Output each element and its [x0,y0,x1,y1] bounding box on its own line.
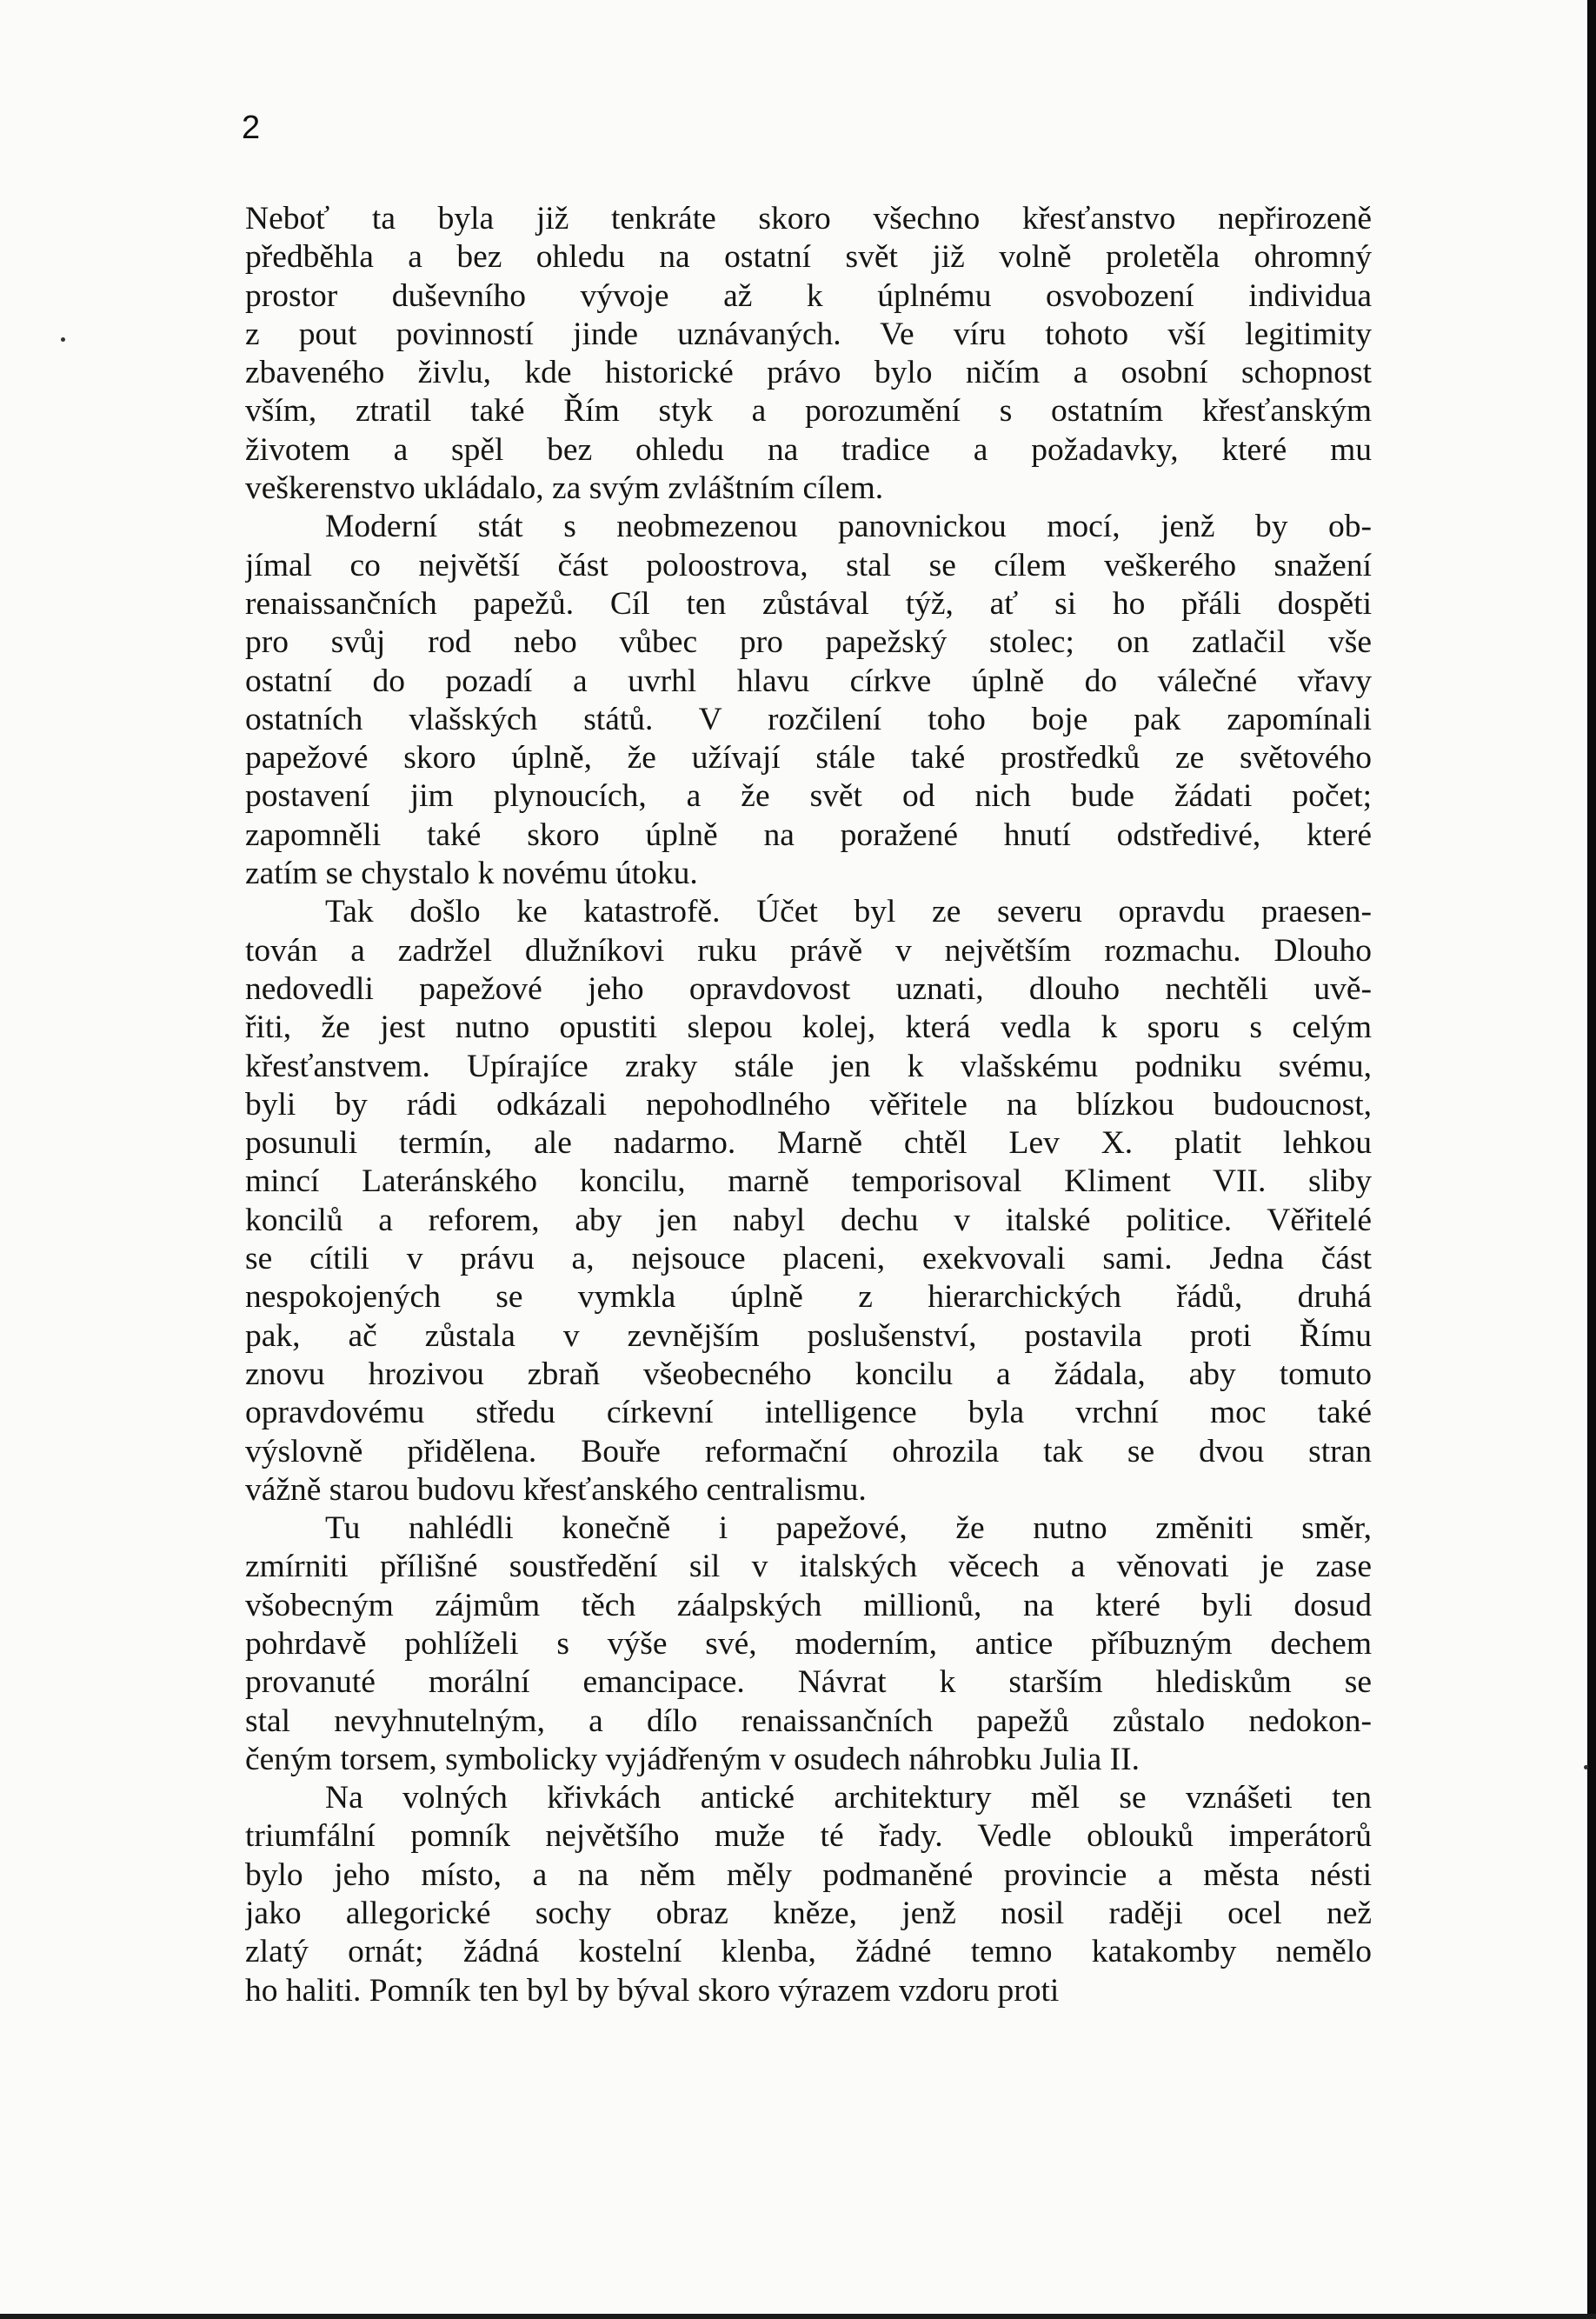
text-line: Moderní stát s neobmezenou panovnickou mocí, jenž by ob- [325,509,1372,545]
text-line: opravdovému středu církevní intelligence byla vrchní moc také [245,1395,1372,1431]
paragraph [245,1509,1372,1779]
text-line: Na volných křivkách antické architektury měl se vznášeti ten [325,1780,1372,1816]
text-line: pohrdavě pohlíželi s výše své, moderním, antice příbuzným dechem [245,1625,1372,1662]
text-line: Tak došlo ke katastrofě. Účet byl ze severu opravdu praesen- [325,894,1372,930]
text-line: bylo jeho místo, a na něm měly podmaněné provincie a města nésti [245,1856,1372,1893]
text-line: znovu hrozivou zbraň všeobecného koncilu a žádala, aby tomuto [245,1356,1372,1392]
text-line: jímal co největší část poloostrova, stal se cílem veškerého snažení [245,547,1372,583]
text-line: ostatní do pozadí a uvrhl hlavu církve úplně do válečné vřavy [245,663,1372,699]
text-line: mincí Lateránského koncilu, marně temporisoval Kliment VII. sliby [245,1163,1372,1200]
text-line: zbaveného živlu, kde historické právo bylo ničím a osobní schopnost [245,355,1372,391]
text-line: zmírniti přílišné soustředění sil v italských věcech a věnovati je zase [245,1549,1372,1585]
text-line: Neboť ta byla již tenkráte skoro všechno křesťanstvo nepřirozeně [245,201,1372,237]
text-line: se cítili v právu a, nejsouce placeni, exekvovali sami. Jedna část [245,1241,1372,1277]
text-line: vážně starou budovu křesťanského centralismu. [245,1471,867,1508]
text-line: pro svůj rod nebo vůbec pro papežský stolec; on zatlačil vše [245,624,1372,661]
text-line: předběhla a bez ohledu na ostatní svět již volně proletěla ohromný [245,239,1372,276]
text-line: provanuté morální emancipace. Návrat k starším hlediskům se [245,1664,1372,1701]
text-line: křesťanstvem. Upírajíce zraky stále jen k vlašskému podniku svému, [245,1048,1372,1084]
text-line: papežové skoro úplně, že užívají stále také prostředků ze světového [245,740,1372,776]
text-line: prostor duševního vývoje až k úplnému osvobození individua [245,277,1372,314]
text-line: koncilů a reforem, aby jen nabyl dechu v italské politice. Věřitelé [245,1202,1372,1238]
text-line: jako allegorické sochy obraz kněze, jenž nosil raději ocel než [245,1896,1372,1932]
text-line: stal nevyhnutelným, a dílo renaissančních papežů zůstalo nedokon- [245,1703,1372,1739]
scan-speck [61,337,65,342]
paragraph [245,200,1372,508]
text-line: renaissančních papežů. Cíl ten zůstával týž, ať si ho přáli dospěti [245,585,1372,622]
text-line: vším, ztratil také Řím styk a porozumění s ostatním křesťanským [245,393,1372,430]
text-line: ho haliti. Pomník ten byl by býval skoro výrazem vzdoru proti [245,1972,1060,2009]
text-line: posunuli termín, ale nadarmo. Marně chtěl Lev X. platit lehkou [245,1125,1372,1162]
text-line: veškerenstvo ukládalo, za svým zvláštním cílem. [245,470,884,507]
page-number: 2 [242,110,261,146]
text-line: byli by rádi odkázali nepohodlného věřitele na blízkou budoucnost, [245,1086,1372,1123]
text-line: tován a zadržel dlužníkovi ruku právě v největším rozmachu. Dlouho [245,932,1372,969]
text-line: nespokojených se vymkla úplně z hierarchických řádů, druhá [245,1279,1372,1316]
text-line: zatím se chystalo k novému útoku. [245,856,698,892]
text-line: Tu nahlédli konečně i papežové, že nutno změniti směr, [325,1510,1372,1547]
scan-speck [1584,1765,1588,1769]
text-line: výslovně přidělena. Bouře reformační ohrozila tak se dvou stran [245,1433,1372,1469]
text-line: životem a spěl bez ohledu na tradice a požadavky, které mu [245,431,1372,468]
text-line: řiti, že jest nutno opustiti slepou kolej, která vedla k sporu s celým [245,1010,1372,1046]
text-line: postavení jim plynoucích, a že svět od nich bude žádati počet; [245,778,1372,815]
text-line: zlatý ornát; žádná kostelní klenba, žádné temno katakomby nemělo [245,1934,1372,1970]
scan-edge-bottom [0,2314,1596,2319]
text-line: nedovedli papežové jeho opravdovost uznati, dlouho nechtěli uvě- [245,970,1372,1007]
text-line: zapomněli také skoro úplně na poražené hnutí odstředivé, které [245,816,1372,853]
body-text [245,200,1372,2010]
text-line: z pout povinností jinde uznávaných. Ve víru tohoto vší legitimity [245,316,1372,352]
paragraph [245,508,1372,893]
text-line: pak, ač zůstala v zevnějším poslušenství, postavila proti Římu [245,1317,1372,1354]
paragraph [245,1779,1372,2010]
text-line: všobecným zájmům těch záalpských millionů, na které byli dosud [245,1587,1372,1623]
paragraph [245,893,1372,1509]
text-line: triumfální pomník největšího muže té řady. Vedle oblouků imperátorů [245,1818,1372,1855]
text-line: čeným torsem, symbolicky vyjádřeným v osudech náhrobku Julia II. [245,1741,1140,1777]
text-line: ostatních vlašských států. V rozčilení toho boje pak zapomínali [245,701,1372,737]
scan-edge-right [1587,0,1596,2319]
